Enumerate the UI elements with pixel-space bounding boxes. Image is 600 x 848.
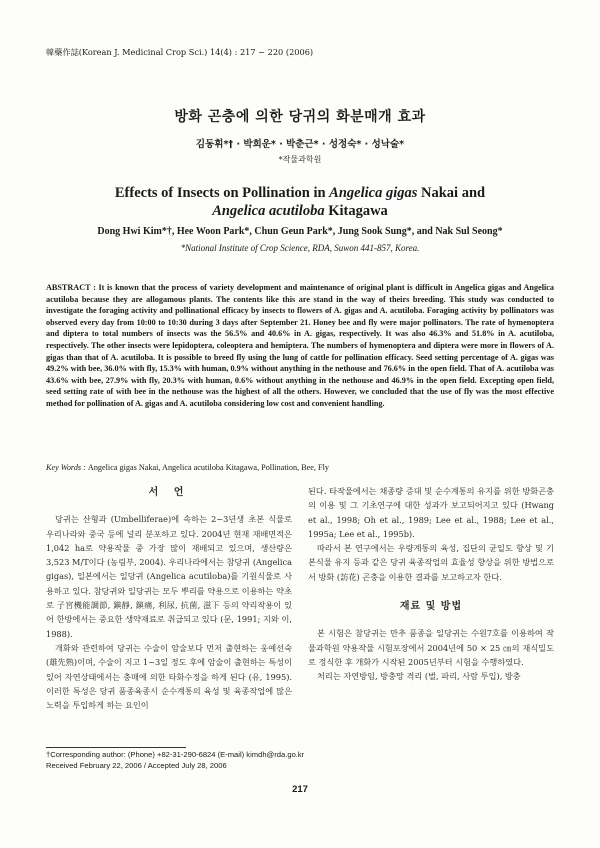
- right-column: [308, 484, 554, 684]
- korean-affiliation: *작물과학원: [278, 155, 322, 164]
- english-title: [60, 184, 540, 220]
- korean-title: 방화 곤충에 의한 당귀의 화분매개 효과: [174, 109, 426, 125]
- page-number: 217: [292, 784, 308, 795]
- english-authors: Dong Hwi Kim*†, Hee Woon Park*, Chun Geun Park*, Jung Sook Sung*, and Nak Sul Seong*: [97, 226, 503, 237]
- methods-paragraph-1: 본 시험은 참당귀는 만추 품종을 일당귀는 수원7호를 이용하여 작물과학원 약용작물 시험포장에서 2004년에 50 × 25 ㎝의 재식밀도로 정식한 후 개화가 시작된 2005년부터 시험을 수행하였다.: [308, 628, 554, 667]
- keywords-label: Key Words :: [46, 463, 88, 472]
- intro-paragraph-1: 당귀는 산형과 (Umbelliferae)에 속하는 2~3년생 초본 식물로 우리나라와 중국 등에 널리 분포하고 있다. 2004년 현재 재배면적은 1,042 ha로 약용작물 중 가장 많이 재배되고 있으며, 생산량은 3,523 M/T이다 (농림부, 2004). 우리나라에서는 참당귀 (Angelica gigas), 일본에서는 일당귀 (Angelica acutiloba)를 기원식물로 사용하고 있다. 참당귀와 일당귀는 모두 뿌리를 약용으로 이용하는 약초로 子宮機能調節, 鎭靜, 鎭痛, 利尿, 抗菌, 滋下 등의 약리작용이 있어 한방에서는 중요한 생약재료로 취급되고 있다 (문, 1991; 지와 이, 1988).: [46, 514, 292, 639]
- methods-paragraph-2: 처리는 자연방임, 방충망 격리 (벌, 파리, 사람 투입), 방충: [317, 671, 521, 682]
- intro-paragraph-2: 개화와 관련하여 당귀는 수술이 암술보다 먼저 출현하는 웅예선숙 (雄先熟)이며, 수술이 지고 1~3일 정도 후에 암술이 출현하는 특성이 있어 자연상태에서는 충매에 의한 타화수정을 하게 된다 (유, 1995). 이러한 특성은 당귀 품종육종시 순수계통의 육성 및 육종작업에 많은 노력을 투입하게 하는 요인이: [46, 642, 292, 711]
- intro-paragraph-4: 따라서 본 연구에서는 우량계통의 육성, 집단의 균일도 향상 및 기본식물 유지 등과 같은 당귀 육종작업의 효율성 향상을 위한 방법으로서 방화 (訪花) 곤충을 이용한 결과를 보고하고자 한다.: [308, 543, 554, 582]
- footnote-rule: [46, 747, 186, 748]
- title-species-1: Angelica gigas: [329, 185, 418, 201]
- journal-reference: 韓藥作誌(Korean J. Medicinal Crop Sci.) 14(4) : 217 − 220 (2006): [46, 47, 314, 57]
- keywords-text: Angelica gigas Nakai, Angelica acutiloba Kitagawa, Pollination, Bee, Fly: [87, 463, 329, 472]
- title-part-3: Kitagawa: [324, 203, 388, 219]
- footnote: [46, 750, 304, 771]
- abstract: [46, 282, 554, 410]
- methods-heading: 재료 및 방법: [399, 601, 463, 613]
- english-affiliation: *National Institute of Crop Science, RDA, Suwon 441-857, Korea.: [180, 243, 420, 253]
- intro-heading: 서 언: [148, 487, 190, 498]
- received-dates: Received February 22, 2006 / Accepted July 28, 2006: [46, 760, 227, 770]
- title-part-2: Nakai and: [417, 185, 486, 201]
- title-species-2: Angelica acutiloba: [212, 203, 325, 219]
- korean-authors: 김동휘*† · 박희운* · 박춘근* · 성정숙* · 성낙술*: [195, 139, 405, 150]
- title-part-1: Effects of Insects on Pollination in: [114, 185, 330, 201]
- intro-paragraph-3: 된다. 타작물에서는 채종량 증대 및 순수계통의 유지를 위한 방화곤충의 이용 및 그 기초연구에 대한 성과가 보고되어지고 있다 (Hwang et al., 1998; Oh et al., 1989; Lee et al., 1988; Lee et al., 1995a; Lee et al., 1995b).: [308, 486, 554, 539]
- keywords: [46, 463, 554, 472]
- abstract-text: It is known that the process of variety development and maintenance of original plant is difficult in Angelica gigas and Angelica acutiloba because they are allogamous plants. The contents like this are stand in the way of theirs breeding. This study was conducted to investigate the foraging activity and pollinational efficacy by insects to flowers of A. gigas and A. acutiloba. Foraging activity by pollinators was observed every day from 10:00 to 10:30 during 3 days after September 21. Honey bee and fly were major pollinators. The rate of hymenoptera and diptera to total numbers of insects was the 56.5% and 40.6% in A. gigas, respectively. It was also 46.3% and 51.8% in A. acutiloba, respectively. The other insects were lepidoptera, coleoptera and hemiptera. The numbers of hymenoptera and diptera were more in flowers of A. gigas than that of A. acutiloba. It is possible to breed fly using the lung of cattle for pollination efficacy. Seed setting percentage of A. gigas was 49.2% with bee, 36.0% with fly, 15.3% with human, 0.9% without anything in the nethouse and 76.6% in the open field. That of A. acutiloba was 43.6% with bee, 27.9% with fly, 20.3% with human, 0.6% without anything in the nethouse and 46.9% in the open field. Excepting open field, seed setting rate of with bee in the nethouse was the highest of all the others. However, we concluded that the use of fly was the most effective method for pollination of A. gigas and A. acutiloba considering low cost and convenient handling.: [46, 283, 554, 408]
- left-column: [46, 480, 292, 712]
- abstract-label: ABSTRACT :: [46, 283, 99, 292]
- corresponding-author: †Corresponding author: (Phone) +82-31-290-6824 (E-mail) kimdh@rda.go.kr: [46, 750, 305, 759]
